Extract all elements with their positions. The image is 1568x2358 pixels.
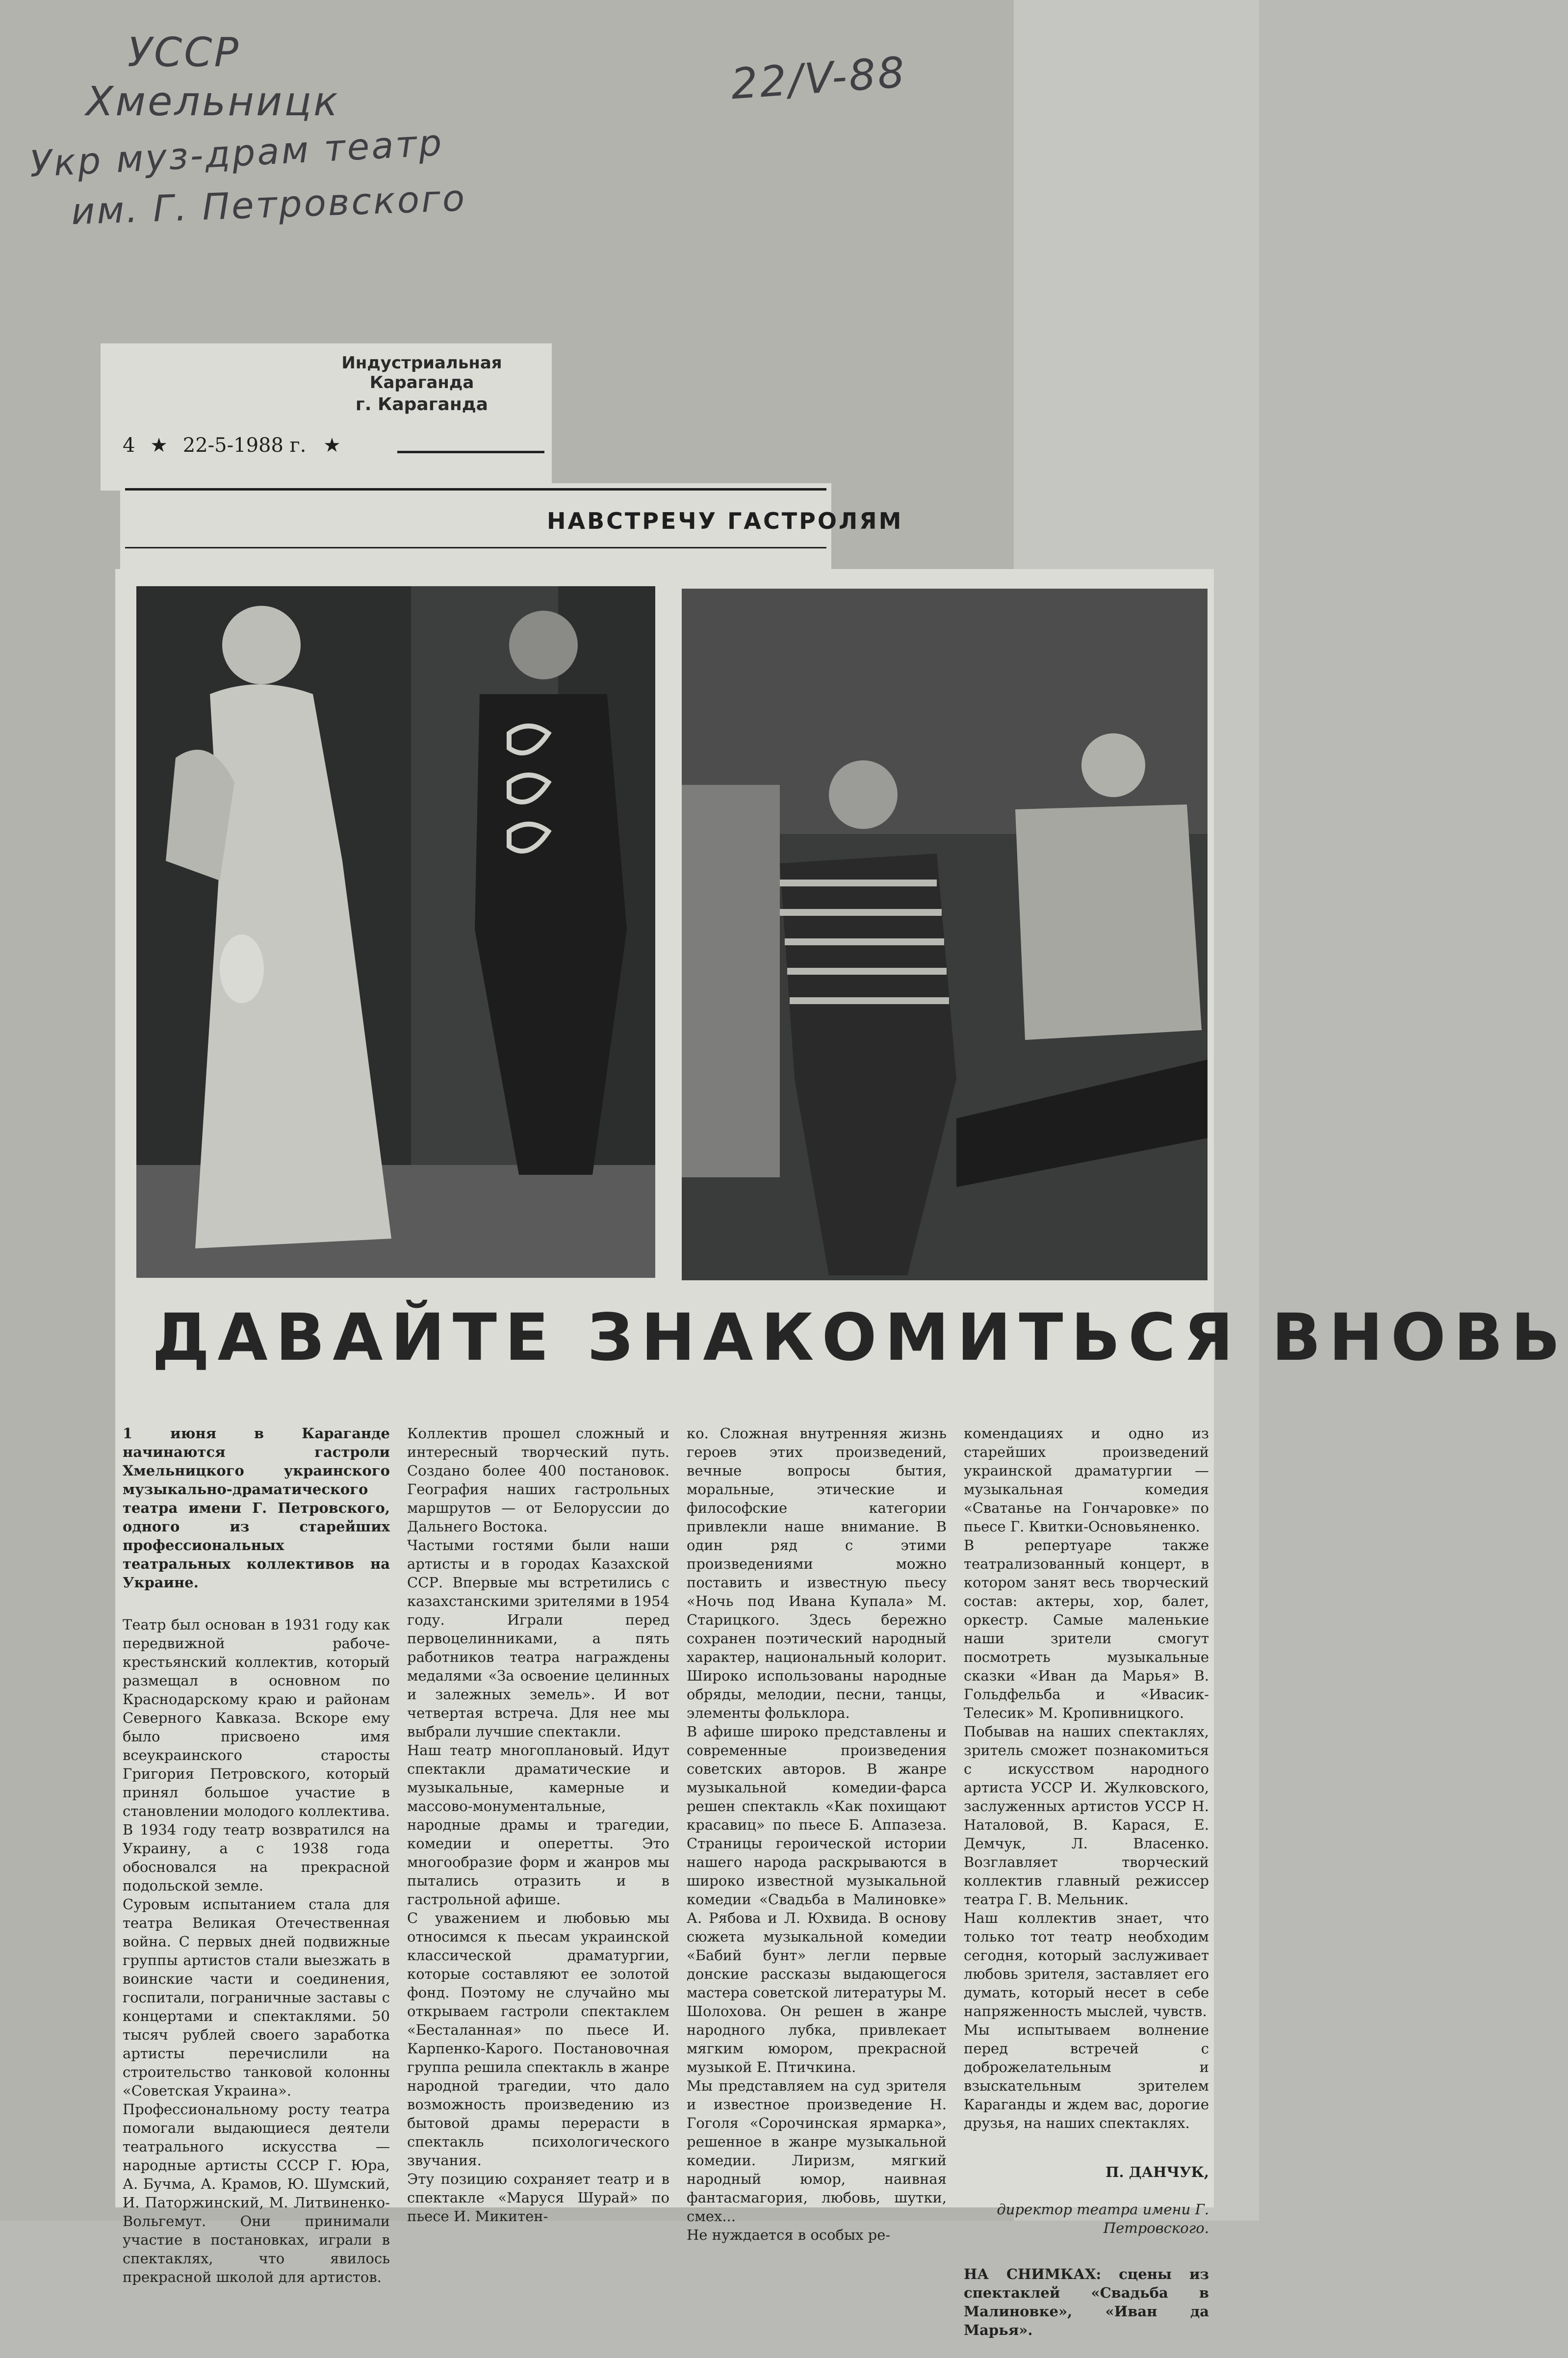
rubric-rule: [125, 488, 826, 491]
issue-line: [123, 434, 549, 464]
photo-right-illustration: [682, 589, 1208, 1280]
article-lead: 1 июня в Караганде начинаются гастроли Хмельницкого украинского музыкально-драматического театра имени Г. Петровского, одного из старейших профессиональных театральных коллективов на Украине.: [123, 1425, 390, 1591]
handwritten-note-line1: УССР: [128, 29, 240, 76]
issue-page: 4: [123, 434, 135, 457]
article-col2-text: Коллектив прошел сложный и интересный творческий путь. Создано более 400 постановок. География наших гастрольных маршрутов — от Белоруссии до Дальнего Востока. Частыми гостями были наши артисты и в городах Казахской ССР. Впервые мы встретились с казахстанскими зрителями в 1954 году. Играли перед первоцелинниками, а пять работников театра награждены медалями «За освоение целинных и залежных земель». И вот четвертая встреча. Для нее мы выбрали лучшие спектакли. Наш театр многоплановый. Идут спектакли драматические и музыкальные, камерные и массово-монументальные, народные драмы и трагедии, комедии и оперетты. Это многообразие форм и жанров мы пытались отразить и в гастрольной афише. С уважением и любовью мы относимся к пьесам украинской классической драматургии, которые составляют ее золотой фонд. Поэтому не случайно мы открываем гастроли спектаклем «Бесталанная» по пьесе И. Карпенко-Карого. Постановочная группа решила спектакль в жанре народной трагедии, что дало возможность произведению из бытовой драмы перерасти в спектакль психологического звучания. Эту позицию сохраняет театр и в спектакле «Маруся Шурай» по пьесе И. Микитен-: [407, 1425, 669, 2225]
handwritten-note-line4: им. Г. Петровского: [70, 177, 467, 233]
newspaper-stamp: [289, 353, 554, 415]
photo-caption: НА СНИМКАХ: сцены из спектаклей «Свадьба в Малиновке», «Иван да Марья».: [964, 2266, 1209, 2338]
newspaper-name: Индустриальная Караганда: [341, 353, 502, 392]
signature-name: П. ДАНЧУК,: [1105, 2164, 1209, 2180]
article-column-3: [687, 1405, 947, 2263]
article-column-1: [123, 1405, 390, 2305]
article-column-4: [964, 1405, 1209, 2358]
photo-scene-left: [136, 586, 655, 1278]
handwritten-note-line2: Хмельницк: [86, 78, 340, 125]
signature-title: директор театра имени Г. Петровского.: [997, 2201, 1209, 2236]
handwritten-note-line3: Укр муз-драм театр: [28, 121, 445, 186]
rubric-rule-bottom: [125, 547, 826, 548]
article-col1-text: Театр был основан в 1931 году как передвижной рабоче-крестьянский коллектив, который размещал в основном по Краснодарскому краю и районам Северного Кавказа. Вскоре ему было присвоено имя всеукраинского старосты Григория Петровского, который принял большое участие в становлении молодого коллектива. В 1934 году театр возвратился на Украину, а с 1938 года обосновался на прекрасной подольской земле. Суровым испытанием стала для театра Великая Отечественная война. С первых дней подвижные группы артистов стали выезжать в воинские части и соединения, госпитали, пограничные заставы с концертами и спектаклями. 50 тысяч рублей своего заработка артисты перечислили на строительство танковой колонны «Советская Украина». Профессиональному росту театра помогали выдающиеся деятели театрального искусства — народные артисты СССР Г. Юра, А. Бучма, А. Крамов, Ю. Шумский, И. Паторжинский, М. Литвиненко-Вольгемут. Они принимали участие в постановках, играли в спектаклях, что явилось прекрасной школой для артистов.: [123, 1616, 390, 2285]
article-col3-text: ко. Сложная внутренняя жизнь героев этих произведений, вечные вопросы бытия, моральные, этические и философские категории привлекли наше внимание. В один ряд с этими произведениями можно поставить и известную пьесу «Ночь под Ивана Купала» М. Старицкого. Здесь бережно сохранен поэтический народный характер, национальный колорит. Широко использованы народные обряды, мелодии, песни, танцы, элементы фольклора. В афише широко представлены и современные произведения советских авторов. В жанре музыкальной комедии-фарса решен спектакль «Как похищают красавиц» по пьесе Б. Аппазеза. Страницы героической истории нашего народа раскрываются в широко известной музыкальной комедии «Свадьба в Малиновке» А. Рябова и Л. Юхвида. В основу сюжета музыкальной комедии «Бабий бунт» легли первые донские рассказы выдающегося мастера советской литературы М. Шолохова. Он решен в жанре народного лубка, привлекает мягким юмором, прекрасной музыкой Е. Птичкина. Мы представляем на суд зрителя и известное произведение Н. Гоголя «Сорочинская ярмарка», решенное в жанре музыкальной комедии. Лиризм, мягкий народный юмор, наивная фантасмагория, любовь, шутки, смех... Не нуждается в особых ре-: [687, 1425, 947, 2243]
issue-date: 22-5-1988 г.: [182, 434, 307, 457]
article-column-2: [407, 1405, 669, 2244]
newspaper-city: г. Караганда: [355, 394, 488, 415]
issue-rule: [397, 451, 544, 453]
star-icon: ★: [323, 434, 341, 457]
rubric: НАВСТРЕЧУ ГАСТРОЛЯМ: [547, 508, 903, 534]
star-icon: ★: [150, 434, 168, 457]
photo-scene-right: [682, 589, 1208, 1280]
handwritten-date: 22/V-88: [729, 48, 908, 109]
photo-left-illustration: [136, 586, 655, 1278]
headline: ДАВАЙТЕ ЗНАКОМИТЬСЯ ВНОВЬ: [152, 1300, 1568, 1375]
article-col4-text: комендациях и одно из старейших произведений украинской драматургии — музыкальная комедия «Сватанье на Гончаровке» по пьесе Г. Квитки-Основьяненко. В репертуаре также театрализованный концерт, в котором занят весь творческий состав: актеры, хор, балет, оркестр. Самые маленькие наши зрители смогут посмотреть музыкальные сказки «Иван да Марья» В. Гольдфельба и «Ивасик-Телесик» М. Кропивницкого. Побывав на наших спектаклях, зритель сможет познакомиться с искусством народного артиста УССР И. Жулковского, заслуженных артистов УССР Н. Наталовой, В. Карася, Е. Демчук, Л. Власенко. Возглавляет творческий коллектив главный режиссер театра Г. В. Мельник. Наш коллектив знает, что только тот театр необходим сегодня, который заслуживает любовь зрителя, заставляет его думать, который несет в себе напряженность мыслей, чувств. Мы испытываем волнение перед встречей с доброжелательным и взыскательным зрителем Караганды и ждем вас, дорогие друзья, на наших спектаклях.: [964, 1425, 1209, 2131]
